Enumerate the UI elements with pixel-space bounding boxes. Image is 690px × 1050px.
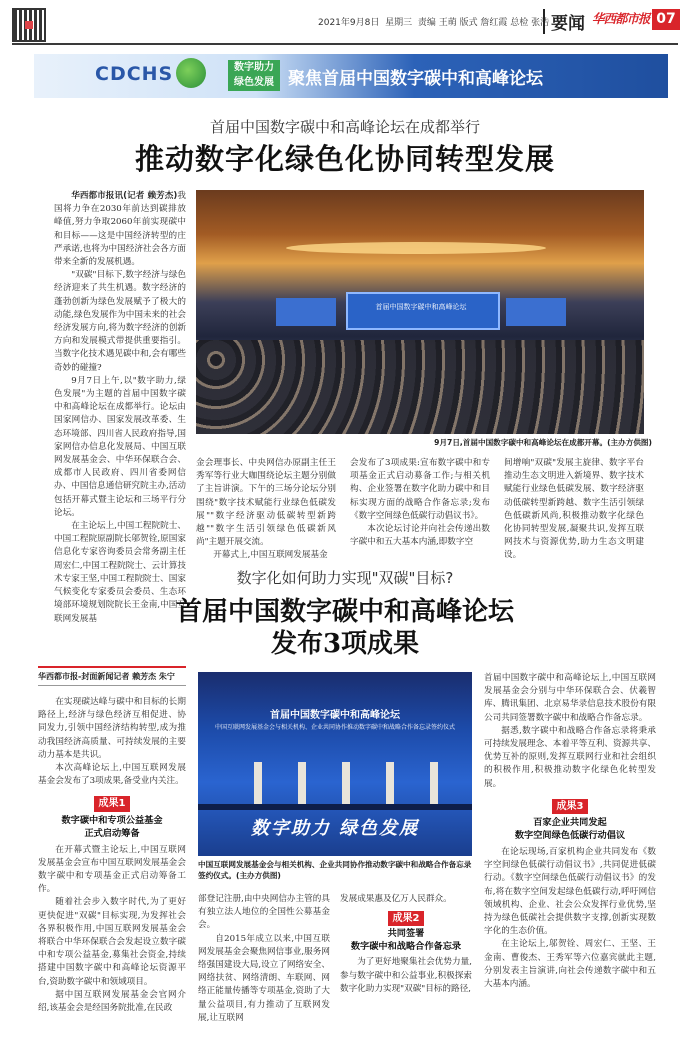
result1-title-line1: 数字碳中和专项公益基金	[61, 814, 163, 826]
result2-badge: 成果2	[388, 911, 425, 926]
article1-p5: 金会理事长、中央网信办原副主任王秀军等行业大咖围绕论坛主题分别做了主旨讲演。下午的三场分论坛分别围绕"数字技术赋能行业绿色低碳发展""数字经济驱动低碳转型新跨越""数字生活引领绿色低碳新风尚"主题开展交流。	[196, 458, 336, 548]
article2-left-col	[38, 696, 186, 1026]
forum-photo	[196, 190, 644, 434]
result1-p3: 据中国互联网发展基金会官网介绍,该基金会是经国务院批准,在民政	[38, 989, 186, 1014]
forum-screen-text: 首届中国数字碳中和高峰论坛	[375, 303, 467, 311]
banner-title: 聚焦首届中国数字碳中和高峰论坛	[288, 69, 543, 89]
header-rule	[12, 43, 678, 45]
article1-p2: "双碳"目标下,数字经济与绿色经济迎来了共生机遇。数字经济的蓬勃创新为绿色发展赋予了极大的动能,绿色发展作为中国未来的社会经济发展方向,将为数字经济的创新方向和发展模式带提供重要指引。当数字化技术遇见碳中和,会有哪些奇妙的碰撞?	[54, 270, 186, 373]
result2-p1: 为了更好地聚集社会优势力量,参与数字碳中和公益事业,积极探索数字化助力实现"双碳"目标的路径,	[340, 957, 472, 994]
article1-col2	[196, 457, 336, 561]
article2-intro-p2: 本次高峰论坛上,中国互联网发展基金会发布了3项成果,备受业内关注。	[38, 763, 186, 787]
result3-title-line1: 百家企业共同发起	[533, 817, 607, 829]
article1-kicker: 首届中国数字碳中和高峰论坛在成都举行	[209, 118, 480, 136]
forum-photo-caption: 9月7日,首届中国数字碳中和高峰论坛在成都开幕。(主办方供图)	[434, 438, 652, 447]
result1-p2: 随着社会步入数字时代,为了更好更快促进"双碳"目标实现,为发挥社会各界积极作用,中国互联网发展基金会将联合中华环保联合会发起设立数字碳中和专项公益基金,募集社会资金,持续搭建中国数字碳中和高峰论坛资源平台,资助数字碳中和领域项目。	[38, 897, 186, 987]
result2-title-line1: 共同签署	[387, 928, 425, 940]
signing-photo-caption: 中国互联网发展基金会与相关机构、企业共同协作推动数字碳中和战略合作备忘录签约仪式。(主办方供图)	[198, 860, 472, 880]
signing-screen-title: 首届中国数字碳中和高峰论坛	[270, 710, 400, 721]
article1-col1	[54, 190, 186, 624]
signing-slogan: 数字助力 绿色发展	[250, 818, 420, 839]
result1-title-line2: 正式启动筹备	[84, 827, 140, 839]
leaf-icon	[176, 58, 206, 88]
article1-p1: 华西都市报讯(记者 赖芳杰)我国将力争在2030年前达到碳排放峰值,努力争取2060年前实现碳中和目标——这是中国经济转型的庄严承诺,也将为中国经济社会各方面带来全新的发展机遇。	[54, 191, 186, 268]
result3-badge: 成果3	[552, 799, 589, 814]
article2-right-col	[484, 672, 656, 1028]
article2-mid-p3: 发展成果惠及亿万人民群众。	[340, 894, 452, 904]
page-number: 07	[652, 9, 680, 30]
result2-title-line2: 数字碳中和战略合作备忘录	[350, 941, 462, 953]
result3-title-line2: 数字空间绿色低碳行动倡议	[514, 830, 626, 842]
result1-p1: 在开幕式暨主论坛上,中国互联网发展基金会宣布中国互联网发展基金会数字碳中和专项基金正式启动筹备工作。	[38, 844, 186, 895]
qr-code	[12, 8, 46, 42]
article1-headline: 推动数字化绿色化协同转型发展	[134, 142, 555, 176]
paper-logo: 华西都市报	[592, 11, 650, 26]
article2-headline2: 发布3项成果	[270, 629, 420, 659]
article2-headline1: 首届中国数字碳中和高峰论坛	[175, 597, 514, 627]
article2-right-p1: 首届中国数字碳中和高峰论坛上,中国互联网发展基金会分别与中华环保联合会、伏羲智库、腾讯集团、北京易华录信息技术股份有限公司共同签署数字碳中和战略合作备忘录。	[484, 673, 656, 723]
result3-p2: 在主论坛上,邬贺铨、周宏仁、王坚、王金南、曹俊杰、王秀军等六位嘉宾就此主题,分别发表主旨演讲,向社会传递数字碳中和五大基本内涵。	[484, 939, 656, 990]
article1-p9: 间增响"双碳"发展主旋律、数字平台推动生态文明进入新境界、数字技术赋能行业绿色低碳发展、数字经济驱动低碳转型新跨越、数字生活引领绿色低碳新风尚,积极推动数字化绿色化协同转型发展,凝聚共识,发挥互联网技术与资源优势,助力生态文明建设。	[504, 458, 644, 561]
article2-mid-p2: 自2015年成立以来,中国互联网发展基金会聚焦网信事业,服务网络强国建设大局,设立了网络安全、网络扶贫、网络清朗、车联网、网络正能量传播等专项基金,资助了大量公益项目,有力推动了互联网发展,让互联网	[198, 933, 330, 1023]
result1-badge: 成果1	[94, 796, 131, 811]
article2-right-p2: 据悉,数字碳中和战略合作备忘录将秉承可持续发展理念、本着平等互利、资源共享、优势互补的原则,发挥互联网行业和社会组织的积极作用,积极推动数字化绿色化转型发展。	[484, 725, 656, 789]
article1-p4: 在主论坛上,中国工程院院士、中国工程院原副院长邬贺铨,原国家信息化专家咨询委员会常务副主任周宏仁,中国工程院院士、云计算技术专家王坚,中国工程院院士、国家气候变化专家委员会委员、生态环境部环境规划院院长王金南,中国互联网发展基	[54, 521, 186, 624]
article2-mid-p1: 部登记注册,由中央网信办主管的具有独立法人地位的全国性公募基金会。	[198, 894, 330, 931]
banner-tag: 数字助力 绿色发展	[228, 60, 280, 91]
article2-mid-col2	[340, 893, 472, 1029]
banner-logo: CDCHS	[95, 63, 174, 85]
section-name: 要闻	[543, 9, 585, 34]
header-date: 2021年9月8日 星期三 责编 王萌 版式 詹红霞 总检 张浩	[318, 18, 550, 28]
article1-col3	[350, 457, 490, 548]
signing-screen-sub: 中国互联网发展基金会与相关机构、企业共同协作推动数字碳中和战略合作备忘录签约仪式	[214, 724, 455, 731]
signing-photo	[198, 672, 472, 856]
article2-kicker: 数字化如何助力实现"双碳"目标?	[236, 569, 454, 587]
article1-p8: 本次论坛讨论并向社会传递出数字碳中和五大基本内涵,即数字空	[350, 524, 490, 548]
article2-intro-p1: 在实现碳达峰与碳中和目标的长期路径上,经济与绿色经济互相促进、协同发力,引领中国经济结构转型,成为推动我国经济高质量、可持续发展的主要动力基本是共识。	[38, 697, 186, 760]
article1-col4	[504, 457, 644, 561]
result3-p1: 在论坛现场,百家机构企业共同发布《数字空间绿色低碳行动倡议书》,共同促进低碳行动。《数字空间绿色低碳行动倡议书》的发布,将在数字空间发起绿色低碳行动,呼吁网信领域机构、企业、社会公众发挥行业优势,坚持为绿色低碳社会提供数字支撑,创新实现数字化的生态价值。	[484, 847, 656, 937]
article1-p3: 9月7日上午,以"数字助力,绿色发展"为主题的首届中国数字碳中和高峰论坛在成都举行。论坛由国家网信办、国家发展改革委、生态环境部、四川省人民政府指导,国家网信办信息化发展局、中国互联网发展基金会、中华环保联合会、成都市人民政府、四川省委网信办、中国信息通信研究院主办,活动包括开幕式暨主论坛和三场平行分论坛。	[54, 375, 186, 518]
article2-mid-col1	[198, 893, 330, 1029]
article1-p6: 开幕式上,中国互联网发展基金	[213, 550, 328, 561]
article1-p7: 会发布了3项成果:宣布数字碳中和专项基金正式启动募备工作;与相关机构、企业签署在数字化助力碳中和目标实现方面的战略合作备忘录;发布《数字空间绿色低碳行动倡议书》。	[350, 458, 490, 521]
article2-byline: 华西都市报-封面新闻记者 赖芳杰 朱宁	[38, 666, 186, 686]
